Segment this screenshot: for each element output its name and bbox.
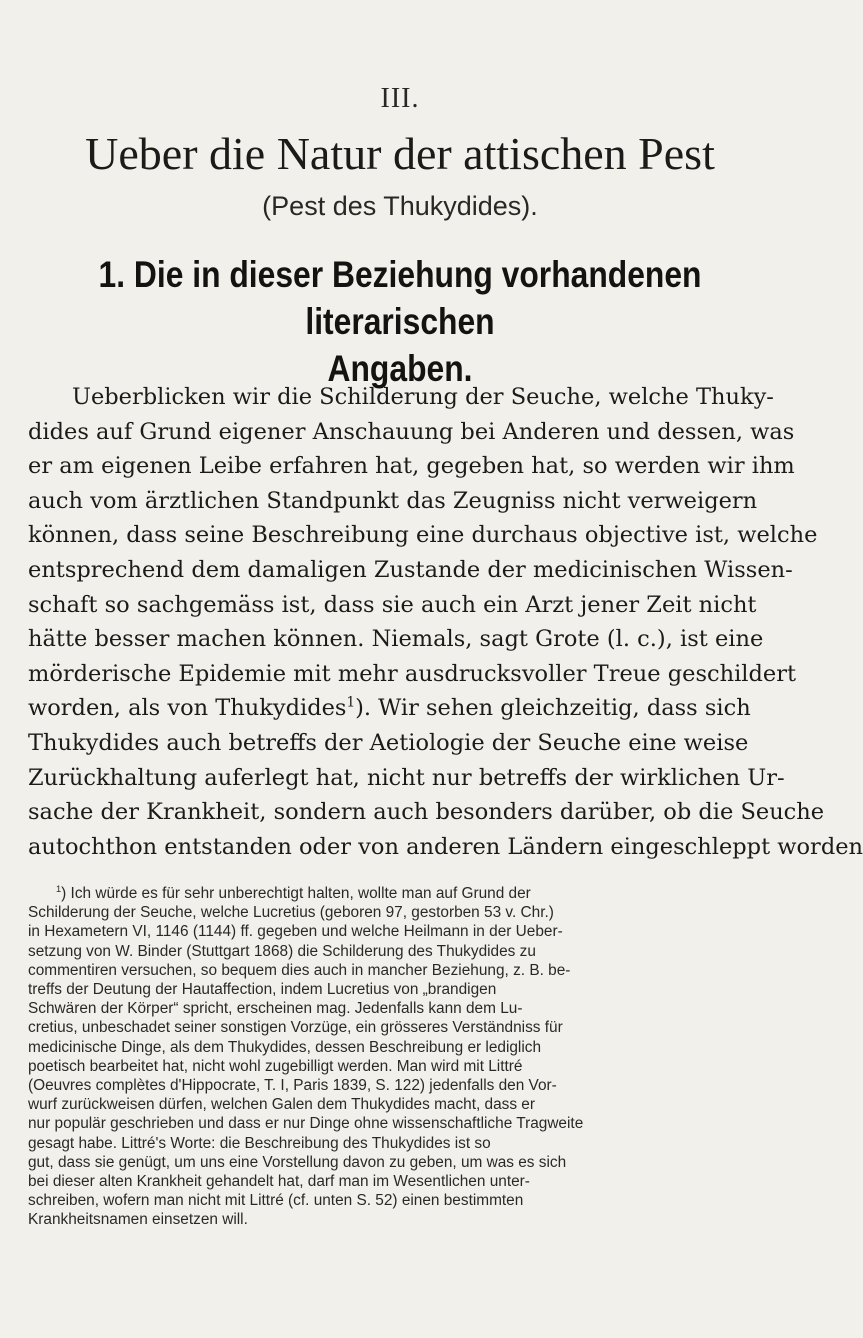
body-line: autochthon entstanden oder von anderen Ländern eingeschleppt worden	[28, 833, 863, 860]
footnote-line: schreiben, wofern man nicht mit Littré (cf. unten S. 52) einen bestimmten	[28, 1192, 524, 1210]
body-line-head: worden, als von Thukydides	[28, 695, 347, 722]
chapter-number: III.	[380, 83, 420, 114]
footnote-marker: 1	[56, 883, 62, 894]
body-line: Thukydides auch betreffs der Aetiologie der Seuche eine weise	[28, 729, 749, 756]
body-line: auch vom ärztlichen Standpunkt das Zeugniss nicht verweigern	[28, 487, 758, 514]
footnote-line: nur populär geschrieben und dass er nur Dinge ohne wissenschaftliche Tragweite	[28, 1115, 584, 1133]
body-line: mörderische Epidemie mit mehr ausdrucksvoller Treue geschildert	[28, 660, 796, 687]
body-line-tail: ). Wir sehen gleichzeitig, dass sich	[355, 695, 751, 722]
body-line: schaft so sachgemäss ist, dass sie auch ein Arzt jener Zeit nicht	[28, 591, 757, 618]
footnote-line: wurf zurückweisen dürfen, welchen Galen dem Thukydides macht, dass er	[28, 1096, 535, 1114]
footnote	[28, 884, 772, 1230]
body-paragraph	[28, 380, 863, 864]
footnote-line: treffs der Deutung der Hautaffection, indem Lucretius von „brandigen	[28, 981, 497, 999]
body-line: hätte besser machen können. Niemals, sagt Grote (l. c.), ist eine	[28, 626, 764, 653]
footnote-line: gesagt habe. Littré's Worte: die Beschreibung des Thukydides ist so	[28, 1134, 491, 1152]
footnote-line: bei dieser alten Krankheit gehandelt hat, darf man im Wesentlichen unter-	[28, 1173, 530, 1191]
chapter-subtitle: (Pest des Thukydides).	[262, 191, 538, 221]
body-line: Zurückhaltung auferlegt hat, nicht nur betreffs der wirklichen Ur-	[28, 764, 785, 791]
body-line: können, dass seine Beschreibung eine durchaus objective ist, welche	[28, 522, 818, 549]
body-line: Ueberblicken wir die Schilderung der Seuche, welche Thuky-	[72, 384, 774, 410]
body-line: er am eigenen Leibe erfahren hat, gegeben hat, so werden wir ihm	[28, 453, 795, 480]
footnote-reference: 1	[346, 694, 356, 711]
footnote-first-line: ) Ich würde es für sehr unberechtigt halten, wollte man auf Grund der	[61, 885, 531, 902]
body-line: entsprechend dem damaligen Zustande der medicinischen Wissen-	[28, 556, 793, 583]
footnote-line: medicinische Dinge, als dem Thukydides, dessen Beschreibung er lediglich	[28, 1038, 542, 1056]
section-heading	[56, 251, 744, 392]
footnote-line: (Oeuvres complètes d'Hippocrate, T. I, Paris 1839, S. 122) jedenfalls den Vor-	[28, 1077, 557, 1095]
footnote-line: Krankheitsnamen einsetzen will.	[28, 1211, 248, 1229]
footnote-line	[28, 884, 772, 903]
footnote-line: in Hexametern VI, 1146 (1144) ff. gegeben und welche Heilmann in der Ueber-	[28, 923, 563, 941]
footnote-line: poetisch bearbeitet hat, nicht wohl zugebilligt werden. Man wird mit Littré	[28, 1057, 523, 1075]
footnote-line: commentiren versuchen, so bequem dies auch in mancher Beziehung, z. B. be-	[28, 961, 571, 979]
section-heading-line-1: 1. Die in dieser Beziehung vorhandenen literarischen	[98, 254, 702, 342]
chapter-title: Ueber die Natur der attischen Pest	[85, 128, 715, 179]
body-line-with-footnote	[28, 691, 772, 726]
footnote-line: setzung von W. Binder (Stuttgart 1868) die Schilderung des Thukydides zu	[28, 942, 536, 960]
footnote-line: Schwären der Körper“ spricht, erscheinen mag. Jedenfalls kann dem Lu-	[28, 1000, 523, 1018]
section-heading-line-2: Angaben.	[327, 348, 473, 389]
footnote-line: cretius, unbeschadet seiner sonstigen Vorzüge, ein grösseres Verständniss für	[28, 1019, 563, 1037]
body-line: dides auf Grund eigener Anschauung bei Anderen und dessen, was	[28, 418, 795, 445]
body-line: sache der Krankheit, sondern auch besonders darüber, ob die Seuche	[28, 799, 825, 826]
footnote-line: gut, dass sie genügt, um uns eine Vorstellung davon zu geben, um was es sich	[28, 1153, 567, 1171]
footnote-line: Schilderung der Seuche, welche Lucretius (geboren 97, gestorben 53 v. Chr.)	[28, 904, 554, 922]
